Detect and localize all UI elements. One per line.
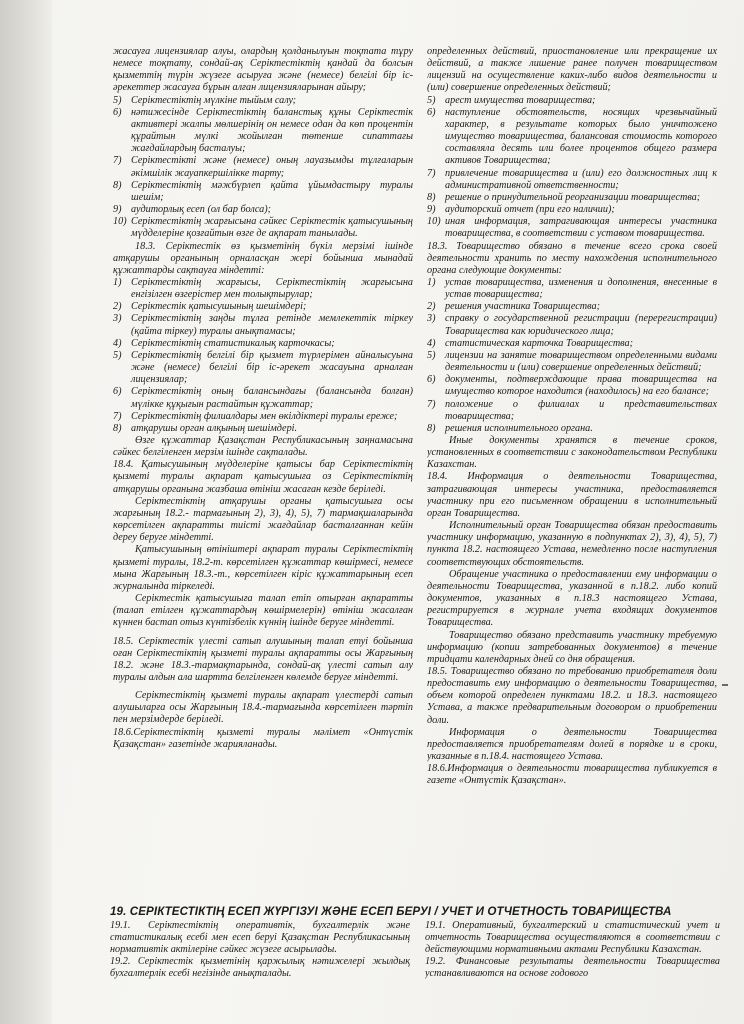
list-text: Серіктестіктің мәжбүрлеп қайта ұйымдастыру туралы шешім; (131, 179, 413, 203)
list-number: 8) (113, 422, 122, 434)
list-number: 6) (427, 374, 436, 386)
list-item (113, 350, 413, 386)
list-item (427, 277, 717, 301)
paragraph: Өзге құжаттар Қазақстан Республикасының заңнамасына сәйкес белгіленген мерзім ішінде сақталады. (113, 435, 413, 459)
list-item (113, 216, 413, 240)
list-text: статистическая карточка Товарищества; (445, 337, 634, 349)
paragraph: 18.3. Серіктестік өз қызметінің бүкіл мерзімі ішінде атқарушы органының орналасқан жері бойынша мынадай құжаттарды сақтауға міндетті: (113, 240, 413, 276)
paragraph: Серіктестіктің қызметі туралы ақпарат үлестерді сатып алушыларға осы Жарғының 18.4.-тармағында көрсетілген тәртіп пен мерзімдерде беріледі. (113, 690, 413, 726)
list-item (113, 301, 413, 313)
list-number: 8) (427, 191, 436, 203)
list-item (427, 301, 717, 313)
list-number: 7) (113, 410, 122, 422)
list-item (427, 95, 717, 107)
bottom-left-kazakh (110, 920, 410, 1024)
list-text: Серіктестіктің мүлкіне тыйым салу; (131, 94, 297, 106)
list-text: документы, подтверждающие права товарищества на имущество которое находится (находилось) на его балансе; (445, 374, 717, 398)
list-number: 10) (113, 216, 127, 228)
list-number: 4) (427, 337, 436, 349)
list-text: Серіктестіктің статистикалық карточкасы; (131, 337, 335, 349)
list-item (113, 277, 413, 301)
list-item (113, 386, 413, 410)
paragraph: 18.5. Серіктестік үлесті сатып алушының талап етуі бойынша оған Серіктестіктің қызметі туралы ақпаратты осы Жарғының 18.2. және 18.3.-тармақтарында, сондай-ақ үлесті сатып алу туралы алдын ала шартта белгіленген көлемде беруге міндетті. (113, 635, 413, 683)
list-item (113, 338, 413, 350)
list-text: иная информация, затрагивающая интересы участника товарищества, в соответствии с уставом товарищества. (445, 216, 717, 240)
list-text: привлечение товарищества и (или) его должностных лиц к административной ответственности; (445, 167, 717, 191)
list-text: решения участника Товарищества; (445, 301, 600, 313)
list-item (427, 338, 717, 350)
list-item (113, 155, 413, 179)
list-text: решение о принудительной реорганизации товарищества; (445, 191, 701, 203)
list-number: 7) (427, 398, 436, 410)
list-item (427, 350, 717, 374)
paragraph: 19.2. Серіктестік қызметінің қаржылық нәтижелері жылдық бухгалтерлік есебі негізінде анықталады. (110, 956, 410, 980)
list-item (113, 107, 413, 156)
paragraph: 18.4. Информация о деятельности Товарищества, затрагивающая интересы участника, предоставляется участнику при его письменном обращении в исполнительный орган Товарищества. (427, 471, 717, 519)
list-text: нәтижесінде Серіктестіктің баланстық құны Серіктестік активтері жалпы мөлшерінің он немесе одан да көп процентін құрайтын мүлкі жойылған төтенше сипаттағы жағдайлардың басталуы; (131, 106, 413, 155)
right-column-russian (427, 46, 717, 886)
list-item (427, 107, 717, 168)
list-number: 3) (113, 313, 122, 325)
paragraph: 18.6.Информация о деятельности товарищества публикуется в газете «Онтүстік Қазақстан». (427, 763, 717, 787)
list-number: 2) (427, 301, 436, 313)
paragraph: Информация о деятельности Товарищества предоставляется приобретателям долей в порядке и в сроки, указанные в п.18.4. настоящего Устава. (427, 726, 717, 763)
list-number: 1) (113, 276, 122, 288)
list-number: 6) (427, 106, 436, 118)
list-item (113, 423, 413, 435)
list-number: 4) (113, 337, 122, 349)
list-text: Серіктестіктің заңды тұлға ретінде мемлекеттік тіркеу (қайта тіркеу) туралы анықтамасы; (131, 313, 413, 337)
paragraph: 19.2. Финансовые результаты деятельности Товарищества устанавливаются на основе годового (425, 956, 720, 980)
paragraph: Исполнительный орган Товарищества обязан предоставить участнику информацию, указанную в подпунктах 2), 3), 4), 5), 7) пункта 18.2. настоящего Устава, немедленно после наступления соответствующих обстоятельств. (427, 520, 717, 568)
list-item (427, 204, 717, 216)
paragraph: Серіктестік қатысушыға талап етіп отырған ақпаратты (талап етілген құжаттардың көшірмелерін) өтініш жасалған күннен бастап отыз күнтізбелік күннің ішінде беруге міндетті. (113, 593, 413, 629)
list-item (113, 204, 413, 216)
list-number: 5) (427, 94, 436, 106)
list-item (113, 180, 413, 204)
paragraph: жасауға лицензиялар алуы, олардың қолданылуын тоқтата тұру немесе тоқтату, сондай-ақ Серіктестіктің қандай да болсын қызметтің түрін жүзеге асыруға және (немесе) белгілі бір іс-әрекеттер жасауға бұрын алған лицензияларынан айыру; (113, 46, 413, 94)
list-text: устав товарищества, изменения и дополнения, внесенные в устав товарищества; (445, 276, 717, 301)
paragraph: 18.3. Товарищество обязано в течение всего срока своей деятельности хранить по месту нахождения исполнительного органа следующие документы: (427, 240, 717, 276)
scan-speck (722, 684, 728, 686)
list-text: Серіктестіктің жарғысы, Серіктестіктің жарғысына енгізілген өзгерістер мен толықтырулар; (131, 276, 413, 301)
section-title: 19. СЕРІКТЕСТІКТІҢ ЕСЕП ЖҮРГІЗУІ ЖӘНЕ ЕСЕП БЕРУІ / УЧЕТ И ОТЧЕТНОСТЬ ТОВАРИЩЕСТВА (110, 905, 672, 918)
paragraph: Қатысушының өтініштері ақпарат туралы Серіктестіктің қызметі туралы, 18.2-т. көрсетілген құжаттар көшірмесі, немесе мына Жарғының 18.3.-т., көрсетілген кіріс құжаттарының есеп журналында тіркеледі. (113, 544, 413, 592)
scan-binding-shadow (0, 0, 52, 1024)
left-column-kazakh (113, 46, 413, 896)
list-text: справку о государственной регистрации (перерегистрации) Товарищества как юридического лица; (445, 313, 717, 337)
list-number: 3) (427, 313, 436, 325)
paragraph: Товарищество обязано представить участнику требуемую информацию (копии затребованных документов) в течение тридцати календарных дней со дня обращения. (427, 629, 717, 665)
list-item (113, 95, 413, 107)
list-item (427, 423, 717, 435)
list-item (427, 216, 717, 240)
list-number: 8) (113, 179, 122, 191)
bottom-right-russian (425, 920, 720, 1024)
list-number: 7) (427, 167, 436, 179)
list-text: атқарушы орган алқының шешімдері. (131, 422, 298, 434)
list-number: 6) (113, 106, 122, 118)
list-item (113, 313, 413, 337)
paragraph: 19.1. Оперативный, бухгалтерский и статистический учет и отчетность Товарищества осуществляются в соответствии с действующими нормативными актами Республики Казахстан. (425, 920, 720, 956)
list-number: 6) (113, 386, 122, 398)
list-number: 2) (113, 301, 122, 313)
list-number: 5) (427, 349, 436, 361)
list-text: наступление обстоятельств, носящих чрезвычайный характер, в результате которых было уничтожено имущество товарищества, балансовая стоимость которого составляла десять или более процентов общего размера активов Товарищества; (445, 106, 717, 167)
list-number: 1) (427, 276, 436, 288)
list-number: 5) (113, 94, 122, 106)
paragraph: 18.6.Серіктестіктің қызметі туралы мәлімет «Онтүстік Қазақстан» газетінде жарияланады. (113, 726, 413, 750)
list-text: аудиторлық есеп (ол бар болса); (131, 204, 272, 216)
paragraph: 18.5. Товарищество обязано по требованию приобретателя доли предоставить ему информацию о деятельности Товарищества, объем которой определен пунктами 18.2. и 18.3. настоящего Устава, а также предварительным договором о приобретении доли. (427, 665, 717, 726)
list-item (427, 192, 717, 204)
paragraph: 18.4. Қатысушының мүдделеріне қатысы бар Серіктестіктің қызметі туралы ақпарат қатысушыға оз Серіктестіктің атқарушы органына жазбаша өтініш жасаған кезде беріледі. (113, 459, 413, 495)
list-text: положение о филиалах и представительствах товарищества; (445, 398, 717, 422)
list-item (427, 374, 717, 398)
list-item (427, 399, 717, 423)
list-text: Серіктестіктің филиалдары мен өкілдіктері туралы ереже; (131, 410, 398, 422)
list-item (427, 313, 717, 337)
list-number: 9) (427, 204, 436, 216)
list-number: 5) (113, 349, 122, 361)
list-item (427, 168, 717, 192)
list-text: Серіктестіктің жарғысына сәйкес Серіктестік қатысушының мүдделеріне қозғайтын өзге де ақпарат танылады. (131, 216, 413, 240)
paragraph: 19.1. Серіктестіктің оперативтік, бухгалтерлік және статистикалық есебі мен есеп беруі Қазақстан Республикасының нормативтік актілеріне сәйкес жүзеге асырылады. (110, 920, 410, 956)
list-number: 8) (427, 422, 436, 434)
paragraph: Иные документы хранятся в течение сроков, установленных в соответствии с законодательством Республики Казахстан. (427, 435, 717, 471)
list-text: Серіктестіктің оның балансындағы (балансында болған) мүлікке құқығын растайтын құжаттар; (131, 386, 413, 410)
list-text: арест имущества товарищества; (445, 94, 596, 106)
list-number: 9) (113, 204, 122, 216)
list-text: Серіктестікті және (немесе) оның лауазымды тұлғаларын әкімшілік жауапкершілікке тарту; (131, 155, 413, 179)
list-text: Серіктестік қатысушының шешімдері; (131, 301, 307, 313)
paragraph: Обращение участника о предоставлении ему информации о деятельности Товарищества, указанной в п.18.2. либо копий документов, указанных в п.18.3 настоящего Устава, регистрируется в журнале учета входящих документов Товарищества. (427, 568, 717, 629)
list-text: Серіктестіктің белгілі бір қызмет түрлерімен айналысуына және (немесе) белгілі бір іс-әрекет жасауына арналған лицензиялар; (131, 349, 413, 386)
list-number: 7) (113, 155, 122, 167)
paragraph: определенных действий, приостановление или прекращение их действий, а также лишение ранее получен товариществом лицензий на осуществление каких-либо видов деятельности и (или) совершение определенных действий; (427, 46, 717, 94)
list-number: 10) (427, 216, 441, 228)
paragraph: Серіктестіктің атқарушы органы қатысушыға осы жарғының 18.2.- тармағының 2), 3), 4), 5), 7) тармақшаларында көрсетілген ақпаратты тиісті жағдайлар басталғаннан кейін дереу беруге міндетті. (113, 495, 413, 544)
list-text: решения исполнительного органа. (445, 422, 593, 434)
list-item (113, 411, 413, 423)
list-text: лицензии на занятие товариществом определенными видами деятельности и (или) совершение определенных действий; (445, 349, 717, 374)
list-text: аудиторский отчет (при его наличии); (445, 204, 615, 216)
